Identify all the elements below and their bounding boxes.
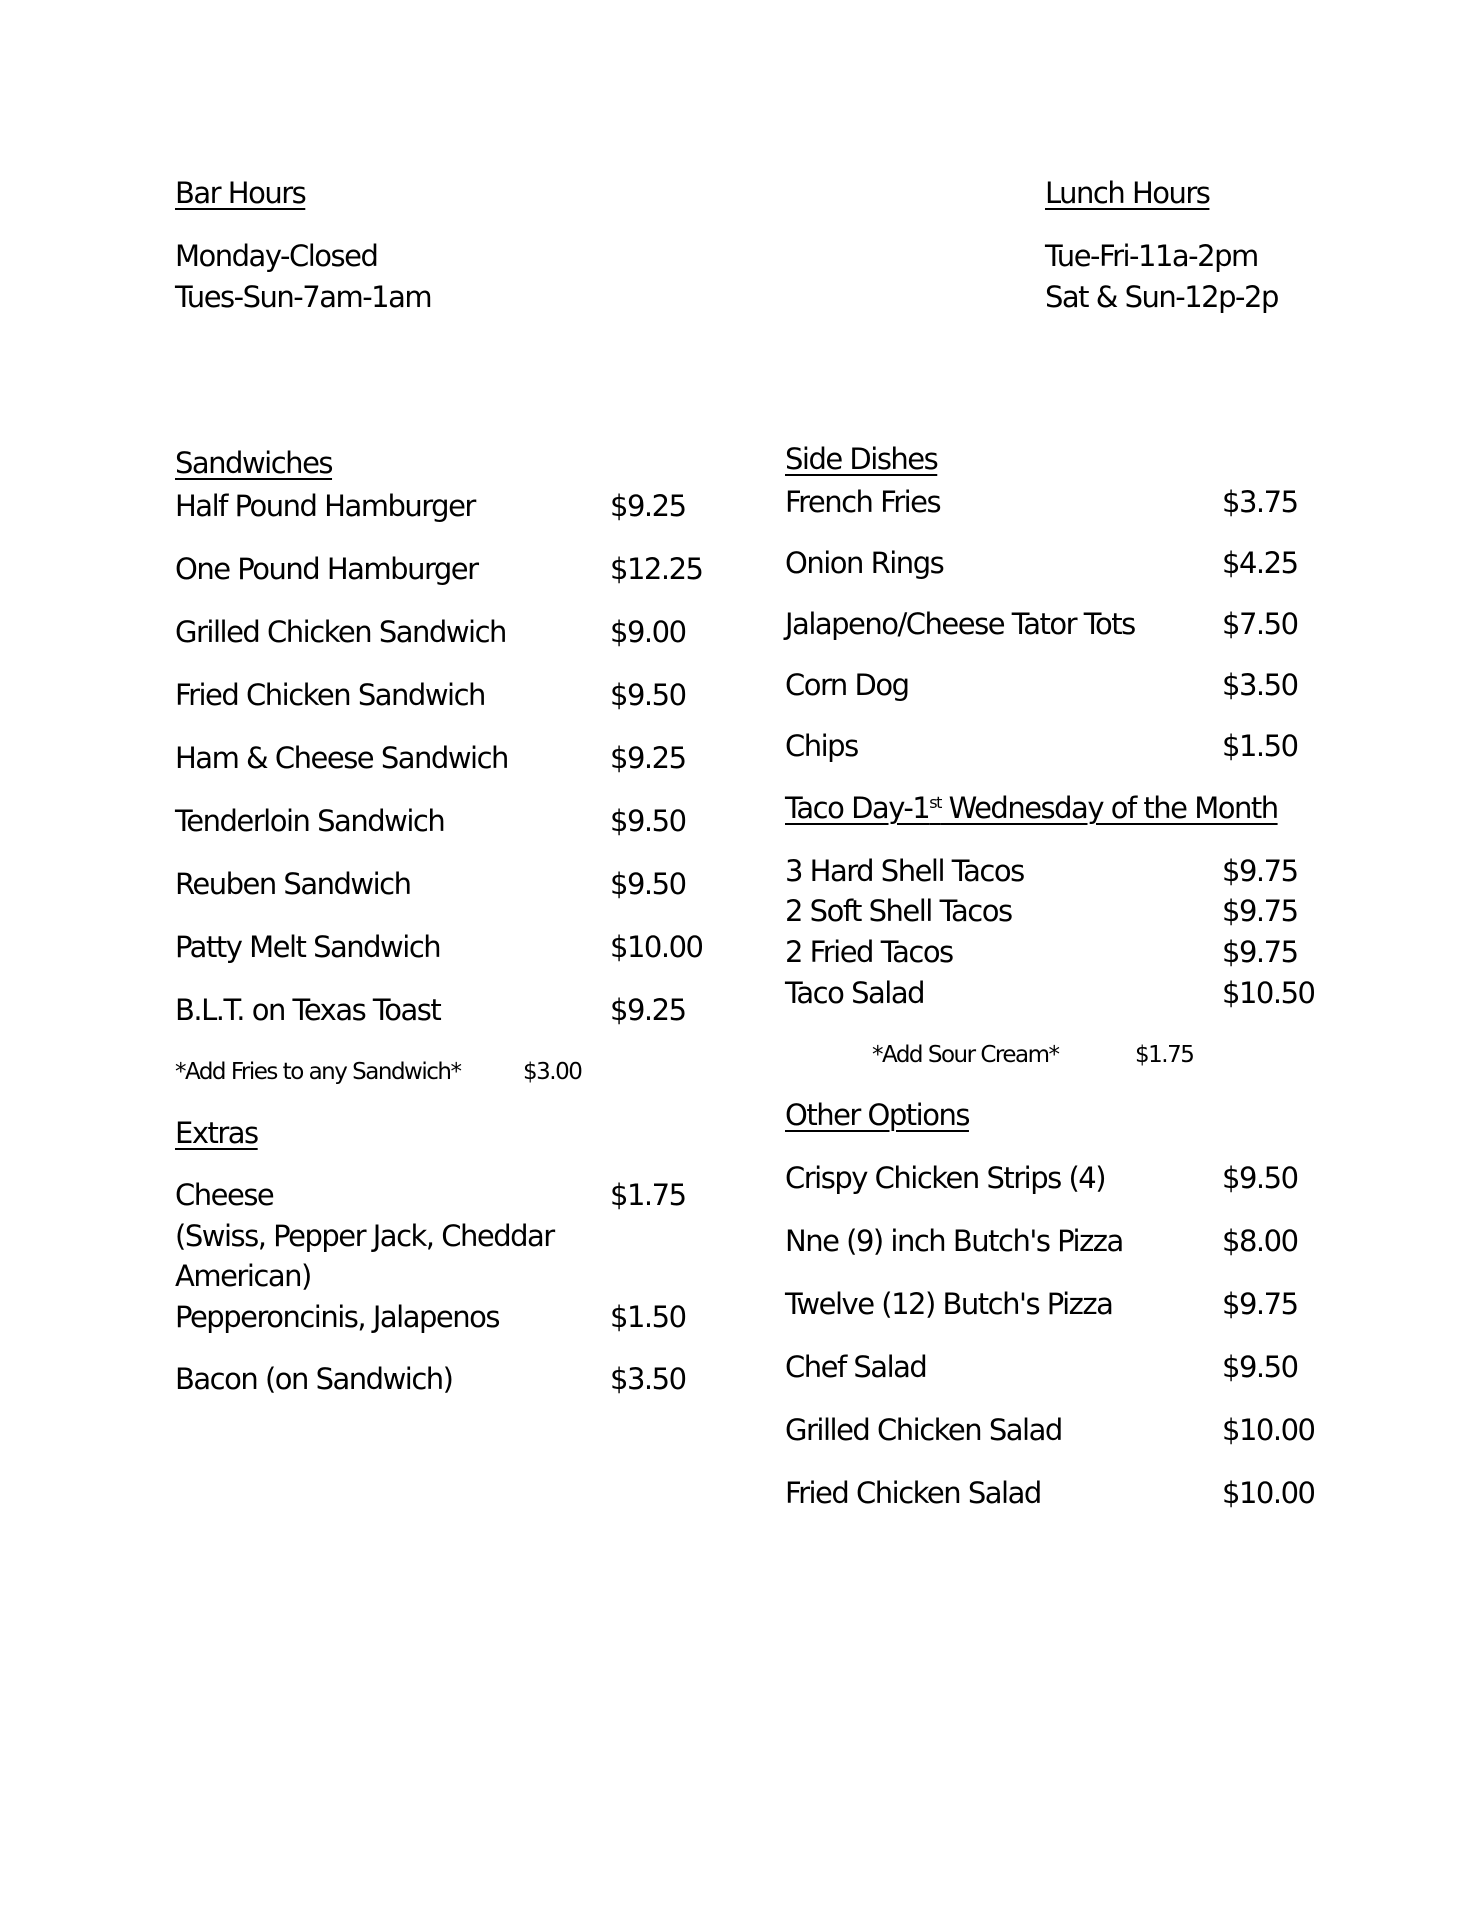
sour-cream-note-price: $1.75 xyxy=(1135,1042,1194,1068)
taco-day-heading-text: Taco Day-1 xyxy=(785,791,930,825)
taco-day-heading-text: Wednesday of the Month xyxy=(940,791,1278,825)
menu-item-name: 2 Soft Shell Tacos xyxy=(785,894,1012,928)
menu-item-price: $9.75 xyxy=(1222,854,1298,888)
menu-item-price: $9.25 xyxy=(610,741,686,775)
menu-item-price: $9.75 xyxy=(1222,1287,1298,1321)
menu-item-detail: American) xyxy=(175,1259,311,1293)
lunch-hours-heading: Lunch Hours xyxy=(1045,176,1210,210)
menu-item-price: $8.00 xyxy=(1222,1224,1298,1258)
menu-item-name: B.L.T. on Texas Toast xyxy=(175,993,441,1027)
menu-item-price: $9.50 xyxy=(1222,1161,1298,1195)
menu-item-name: Cheese xyxy=(175,1178,274,1212)
fries-note-price: $3.00 xyxy=(523,1059,582,1085)
menu-item-name: Chips xyxy=(785,729,858,763)
menu-item-name: Patty Melt Sandwich xyxy=(175,930,441,964)
menu-item-price: $9.50 xyxy=(610,867,686,901)
menu-item-price: $9.50 xyxy=(610,804,686,838)
menu-item-name: 3 Hard Shell Tacos xyxy=(785,854,1024,888)
sour-cream-note: *Add Sour Cream* xyxy=(872,1042,1059,1068)
lunch-hours-line: Tue-Fri-11a-2pm xyxy=(1045,239,1258,273)
taco-day-heading-ordinal: st xyxy=(929,793,941,812)
menu-item-price: $9.50 xyxy=(1222,1350,1298,1384)
menu-item-price: $12.25 xyxy=(610,552,703,586)
menu-item-name: French Fries xyxy=(785,485,941,519)
extras-heading: Extras xyxy=(175,1116,258,1150)
menu-item-name: Chef Salad xyxy=(785,1350,927,1384)
menu-item-name: Ham & Cheese Sandwich xyxy=(175,741,508,775)
menu-item-price: $4.25 xyxy=(1222,546,1298,580)
menu-item-price: $9.75 xyxy=(1222,894,1298,928)
menu-item-price: $10.50 xyxy=(1222,976,1315,1010)
menu-item-name: Nne (9) inch Butch's Pizza xyxy=(785,1224,1123,1258)
bar-hours-line: Monday-Closed xyxy=(175,239,378,273)
menu-item-name: Fried Chicken Salad xyxy=(785,1476,1041,1510)
sandwiches-heading: Sandwiches xyxy=(175,446,333,480)
menu-item-price: $3.75 xyxy=(1222,485,1298,519)
menu-item-price: $9.00 xyxy=(610,615,686,649)
menu-item-price: $7.50 xyxy=(1222,607,1298,641)
bar-hours-line: Tues-Sun-7am-1am xyxy=(175,280,432,314)
menu-item-name: Tenderloin Sandwich xyxy=(175,804,445,838)
menu-item-price: $10.00 xyxy=(1222,1476,1315,1510)
bar-hours-list xyxy=(175,238,431,315)
menu-item-price: $9.25 xyxy=(610,993,686,1027)
menu-item-price: $3.50 xyxy=(1222,668,1298,702)
menu-item-name: One Pound Hamburger xyxy=(175,552,478,586)
lunch-hours-line: Sat & Sun-12p-2p xyxy=(1045,280,1278,314)
menu-item-name: 2 Fried Tacos xyxy=(785,935,953,969)
menu-item-name: Corn Dog xyxy=(785,668,909,702)
menu-item-name: Pepperoncinis, Jalapenos xyxy=(175,1300,499,1334)
menu-item-name: Onion Rings xyxy=(785,546,944,580)
menu-item-price: $9.75 xyxy=(1222,935,1298,969)
side-dishes-heading: Side Dishes xyxy=(785,442,938,476)
menu-item-price: $9.50 xyxy=(610,678,686,712)
menu-item-price: $1.50 xyxy=(1222,729,1298,763)
menu-item-name: Grilled Chicken Sandwich xyxy=(175,615,506,649)
menu-item-name: Fried Chicken Sandwich xyxy=(175,678,485,712)
menu-item-price: $3.50 xyxy=(610,1362,686,1396)
menu-item-price: $10.00 xyxy=(1222,1413,1315,1447)
menu-item-name: Twelve (12) Butch's Pizza xyxy=(785,1287,1113,1321)
bar-hours-heading: Bar Hours xyxy=(175,176,306,210)
menu-item-name: Reuben Sandwich xyxy=(175,867,411,901)
menu-item-name: Bacon (on Sandwich) xyxy=(175,1362,453,1396)
menu-item-name: Half Pound Hamburger xyxy=(175,489,475,523)
menu-item-price: $1.50 xyxy=(610,1300,686,1334)
lunch-hours-list xyxy=(1045,238,1278,315)
menu-item-price: $1.75 xyxy=(610,1178,686,1212)
menu-item-price: $9.25 xyxy=(610,489,686,523)
other-options-heading: Other Options xyxy=(785,1098,969,1132)
menu-item-price: $10.00 xyxy=(610,930,703,964)
menu-item-name: Taco Salad xyxy=(785,976,925,1010)
fries-note: *Add Fries to any Sandwich* xyxy=(175,1059,461,1085)
menu-item-detail: (Swiss, Pepper Jack, Cheddar xyxy=(175,1219,554,1253)
taco-day-heading xyxy=(785,790,1278,826)
menu-item-name: Jalapeno/Cheese Tator Tots xyxy=(785,607,1135,641)
menu-item-name: Grilled Chicken Salad xyxy=(785,1413,1062,1447)
menu-item-name: Crispy Chicken Strips (4) xyxy=(785,1161,1106,1195)
